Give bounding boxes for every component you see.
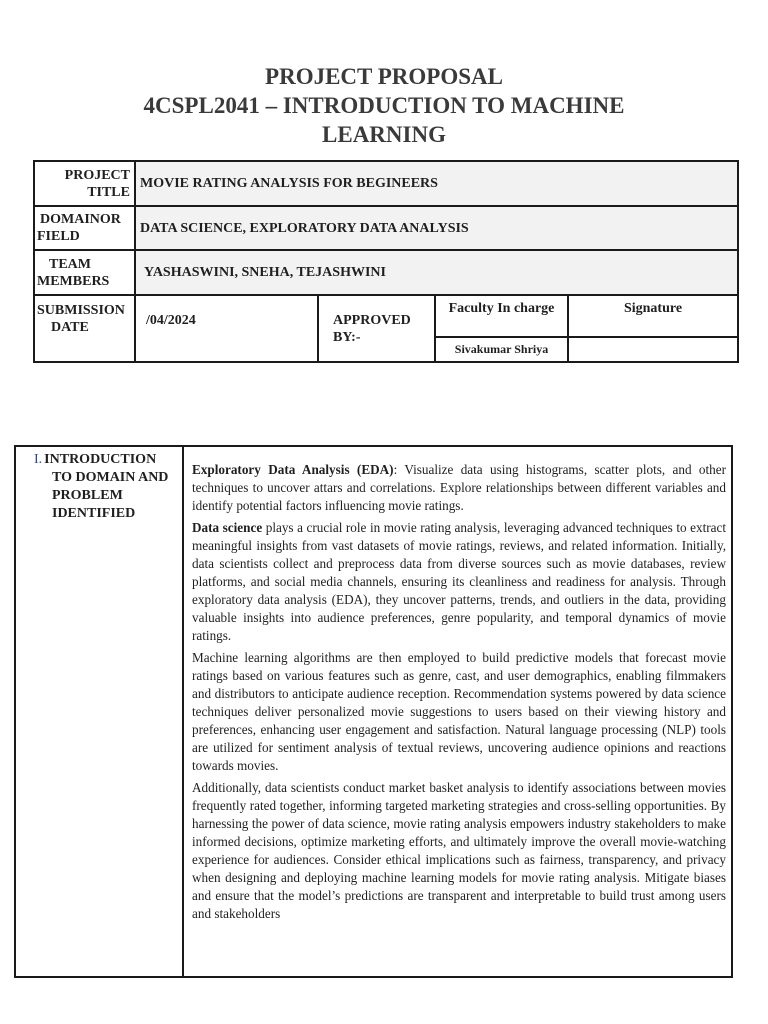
project-title-value: MOVIE RATING ANALYSIS FOR BEGINEERS	[135, 161, 738, 206]
approved-by-label: APPROVED BY:-	[318, 295, 435, 362]
title-line-2: 4CSPL2041 – INTRODUCTION TO MACHINE	[143, 93, 625, 118]
section-heading-line-1: INTRODUCTION	[44, 452, 157, 467]
paragraph-machine-learning: Machine learning algorithms are then employed to build predictive models that forecast movie ratings based on various features such as genre, cast, and user demographics, enabling filmmakers and distributors to anticipate audience reception. Recommendation systems powered by data science techniques deliver personalized movie suggestions to users based on their viewing history and preferences, enhancing user engagement and satisfaction. Natural language processing (NLP) tools are utilized for sentiment analysis of textual reviews, uncovering audience opinions and reactions towards movies.	[192, 650, 726, 773]
document-title	[0, 62, 768, 149]
section-heading	[15, 446, 183, 977]
data-science-lead: Data science	[192, 520, 263, 535]
section-numeral: I.	[34, 452, 43, 467]
team-value: YASHASWINI, SNEHA, TEJASHWINI	[135, 250, 738, 295]
signature-field	[568, 337, 738, 362]
faculty-in-charge-label: Faculty In charge	[435, 295, 568, 337]
paragraph-eda: Exploratory Data Analysis (EDA): Visualize data using histograms, scatter plots, and other techniques to uncover attars and correlations. Explore relationships between different variables and identify potential factors influencing movie ratings.	[192, 462, 727, 513]
team-label: TEAM MEMBERS	[34, 250, 135, 295]
paragraph-additionally: Additionally, data scientists conduct market basket analysis to identify associations between movies frequently rated together, informing targeted marketing strategies and cross-selling opportunities. By harnessing the power of data science, movie rating analysis empowers industry stakeholders to make informed decisions, optimize marketing efforts, and ultimately improve the overall movie-watching experience for audiences. Consider ethical implications such as fairness, transparency, and privacy when designing and deploying machine learning models for movie rating analysis. Mitigate biases and ensure that the model’s predictions are transparent and interpretable to build trust among users and stakeholders	[192, 780, 726, 921]
signature-label: Signature	[568, 295, 738, 337]
domain-label: DOMAINOR FIELD	[34, 206, 135, 250]
project-title-label: PROJECT TITLE	[34, 161, 135, 206]
eda-lead: Exploratory Data Analysis (EDA)	[192, 462, 394, 477]
title-line-1: PROJECT PROPOSAL	[265, 64, 503, 89]
section-heading-rest: TO DOMAIN AND PROBLEM IDENTIFIED	[52, 470, 169, 521]
domain-value: DATA SCIENCE, EXPLORATORY DATA ANALYSIS	[135, 206, 738, 250]
proposal-table	[33, 160, 739, 363]
section-body	[183, 446, 732, 977]
faculty-name: Sivakumar Shriya	[435, 337, 568, 362]
title-line-3: LEARNING	[322, 122, 446, 147]
submission-label: SUBMISSION DATE	[34, 295, 135, 362]
section-introduction-table	[14, 445, 733, 978]
paragraph-data-science: Data science plays a crucial role in movie rating analysis, leveraging advanced techniques to extract meaningful insights from vast datasets of movie ratings, reviews, and related information. Initially, data scientists collect and preprocess data from diverse sources such as movie databases, review platforms, and social media channels, ensuring its cleanliness and readiness for analysis. Through exploratory data analysis (EDA), they uncover patterns, trends, and outliers in the data, providing valuable insights into audience preferences, genre popularity, and temporal dynamics of movie ratings.	[192, 520, 726, 643]
submission-date: /04/2024	[135, 295, 318, 362]
